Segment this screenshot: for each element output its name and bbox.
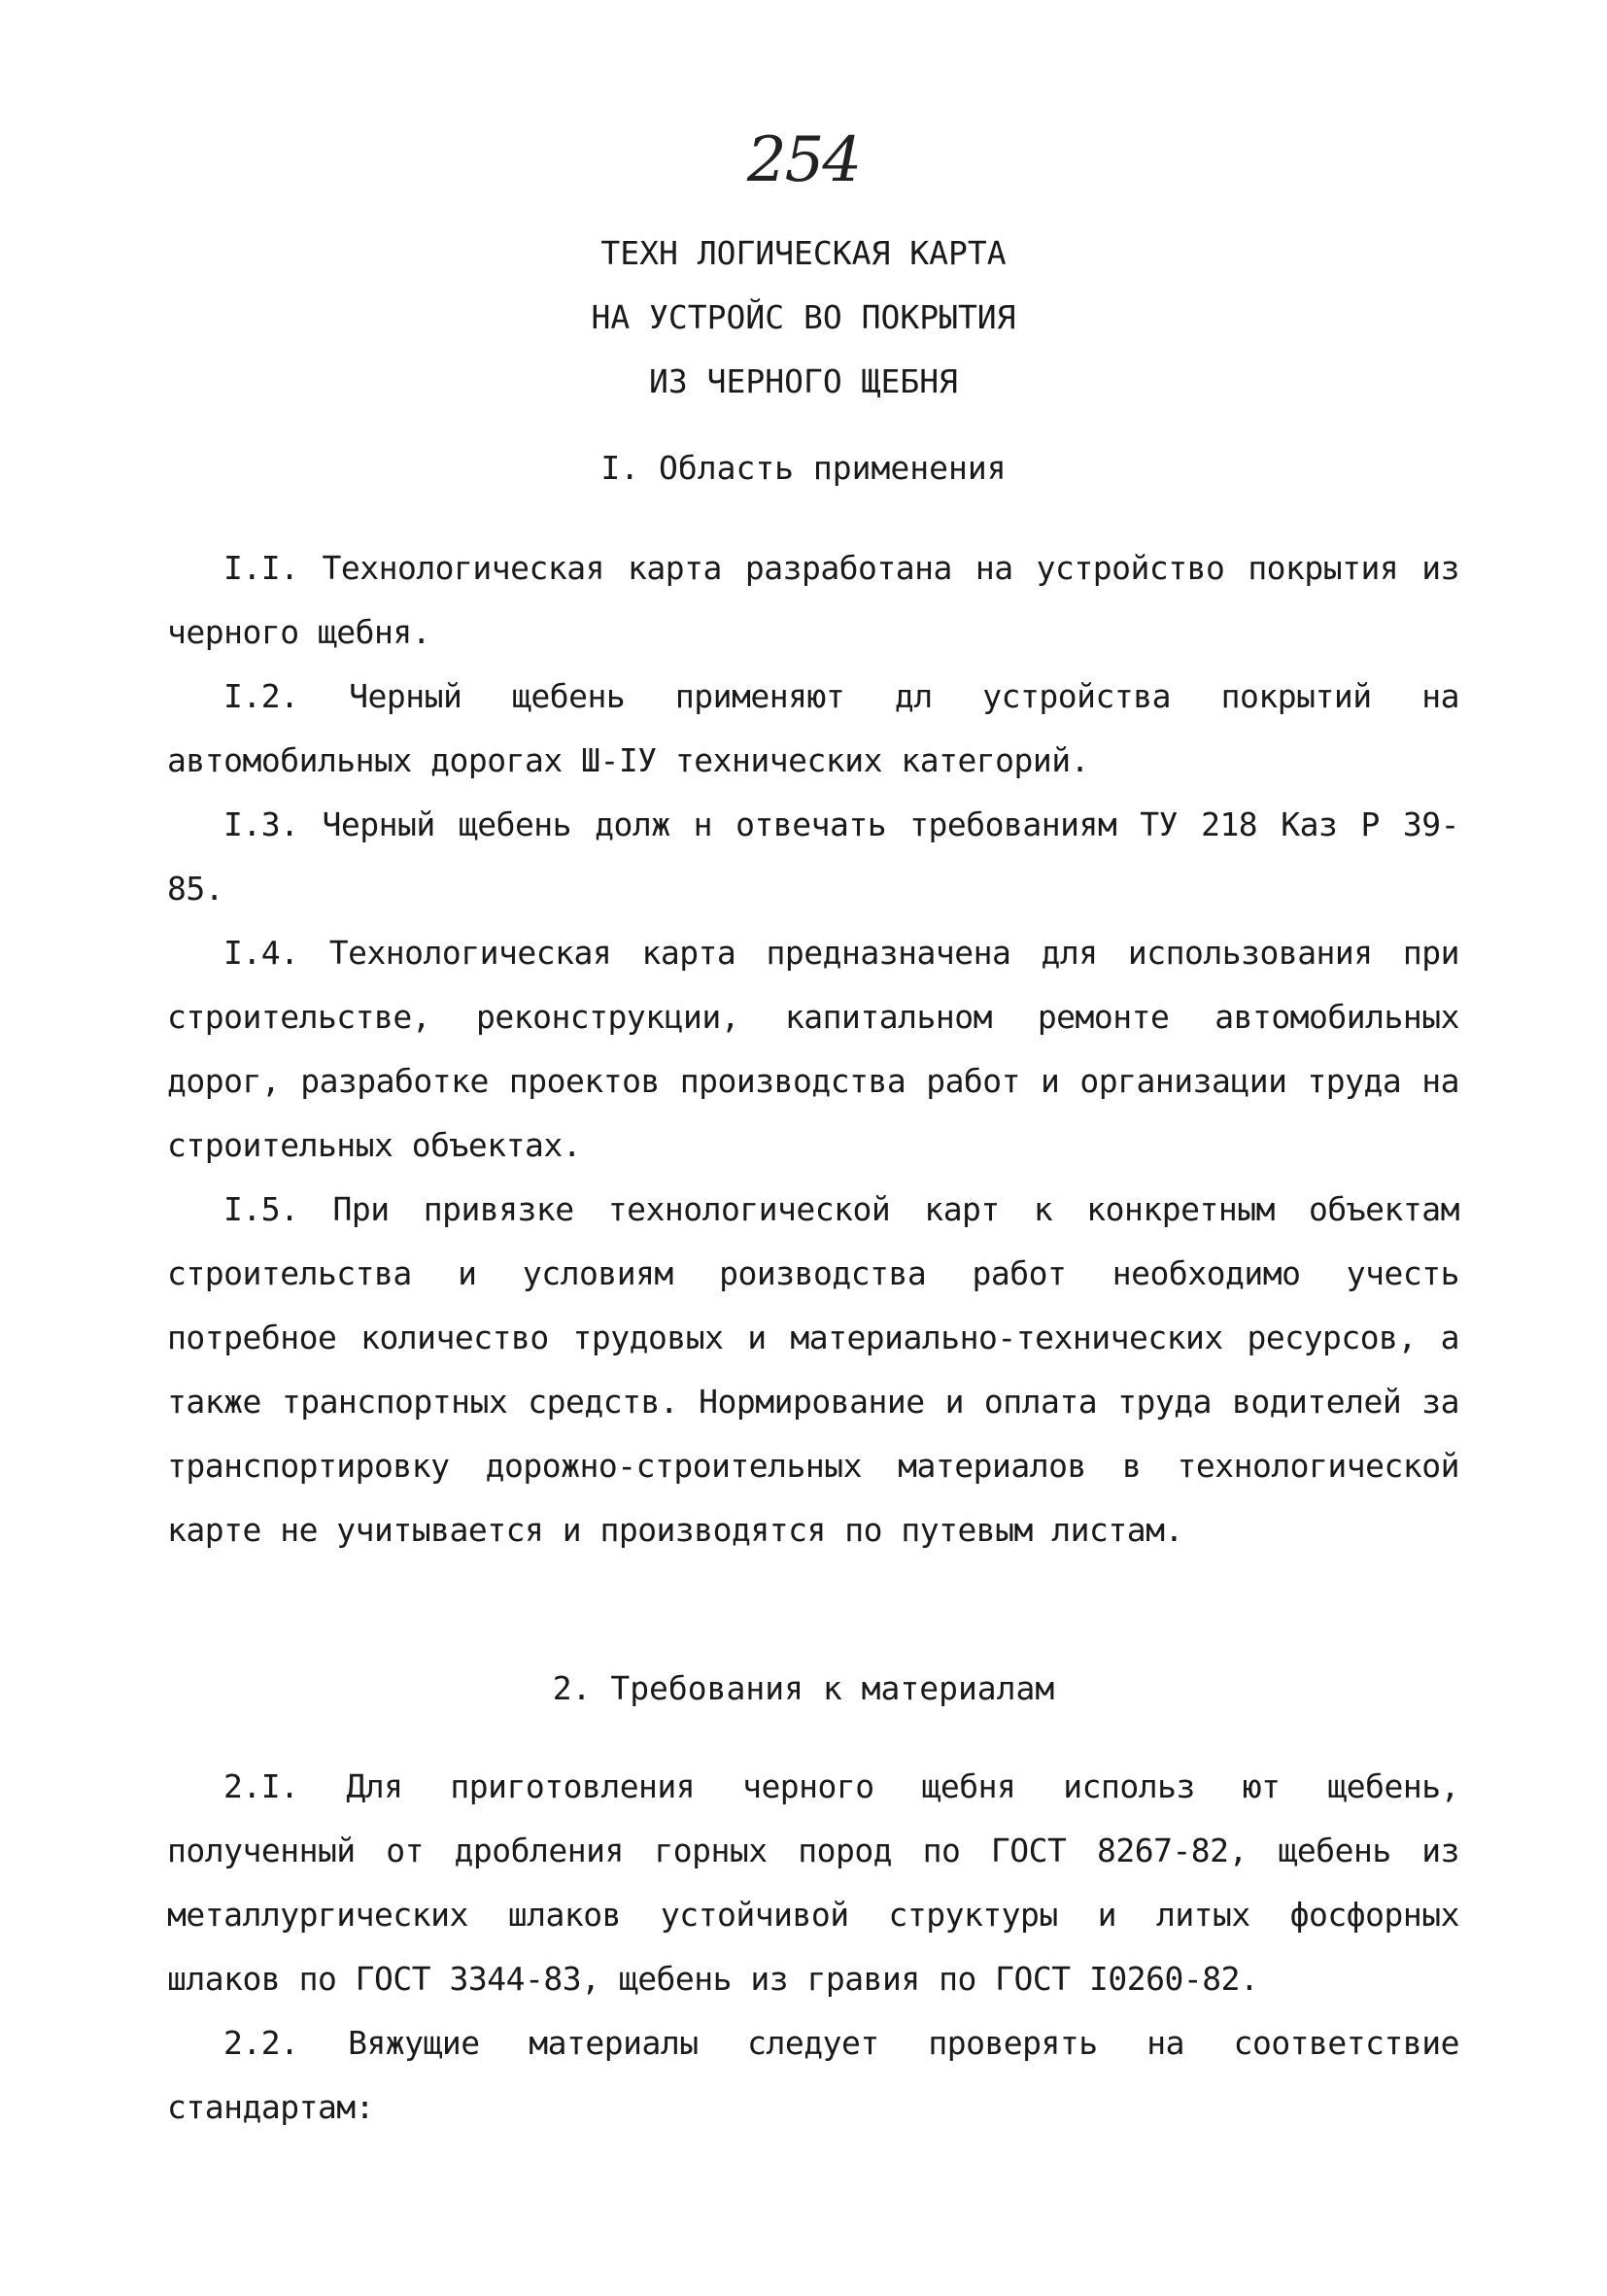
section-1-body bbox=[167, 536, 1459, 1562]
section-heading-2: 2. Требования к материалам bbox=[552, 1669, 1055, 1707]
section-heading-1: I. Область применения bbox=[600, 449, 1007, 487]
title-line-2: НА УСТРОЙС ВО ПОКРЫТИЯ bbox=[591, 298, 1016, 336]
section-2-body bbox=[167, 1755, 1459, 2140]
title-line-3: ИЗ ЧЕРНОГО ЩЕБНЯ bbox=[649, 362, 958, 400]
paragraph-1-4: I.4. Технологическая карта предназначена для использования при строительстве, реконструкции, капитальном ремонте автомобильных дорог, разработке проектов производства работ и организации труда на строительных объектах. bbox=[167, 934, 1459, 1164]
paragraph-1-5: I.5. При привязке технологической карт к конкретным объектам строительства и условиям роизводства работ необходимо учесть потребное количество трудовых и материально-технических ресурсов, а также транспортных средств. Нормирование и оплата труда водителей за транспортировку дорожно-строительных материалов в технологической карте не учитывается и производятся по путевым листам. bbox=[167, 1190, 1459, 1549]
page-number: 254 bbox=[746, 124, 861, 196]
paragraph-1-1: I.I. Технологическая карта разработана на устройство покрытия из черного щебня. bbox=[167, 549, 1459, 651]
paragraph-2-1: 2.I. Для приготовления черного щебня использ ют щебень, полученный от дробления горных пород по ГОСТ 8267-82, щебень из металлургических шлаков устойчивой структуры и литых фосфорных шлаков по ГОСТ 3344-83, щебень из гравия по ГОСТ I0260-82. bbox=[167, 1767, 1459, 1998]
paragraph-2-2: 2.2. Вяжущие материалы следует проверять на соответствие стандартам: bbox=[167, 2024, 1459, 2126]
document-title bbox=[0, 222, 1607, 414]
paragraph-1-3: I.3. Черный щебень долж н отвечать требованиям ТУ 218 Каз Р 39-85. bbox=[167, 805, 1459, 908]
paragraph-1-2: I.2. Черный щебень применяют дл устройства покрытий на автомобильных дорогах Ш-IУ технических категорий. bbox=[167, 677, 1459, 779]
title-line-1: ТЕХН ЛОГИЧЕСКАЯ КАРТА bbox=[600, 234, 1007, 272]
